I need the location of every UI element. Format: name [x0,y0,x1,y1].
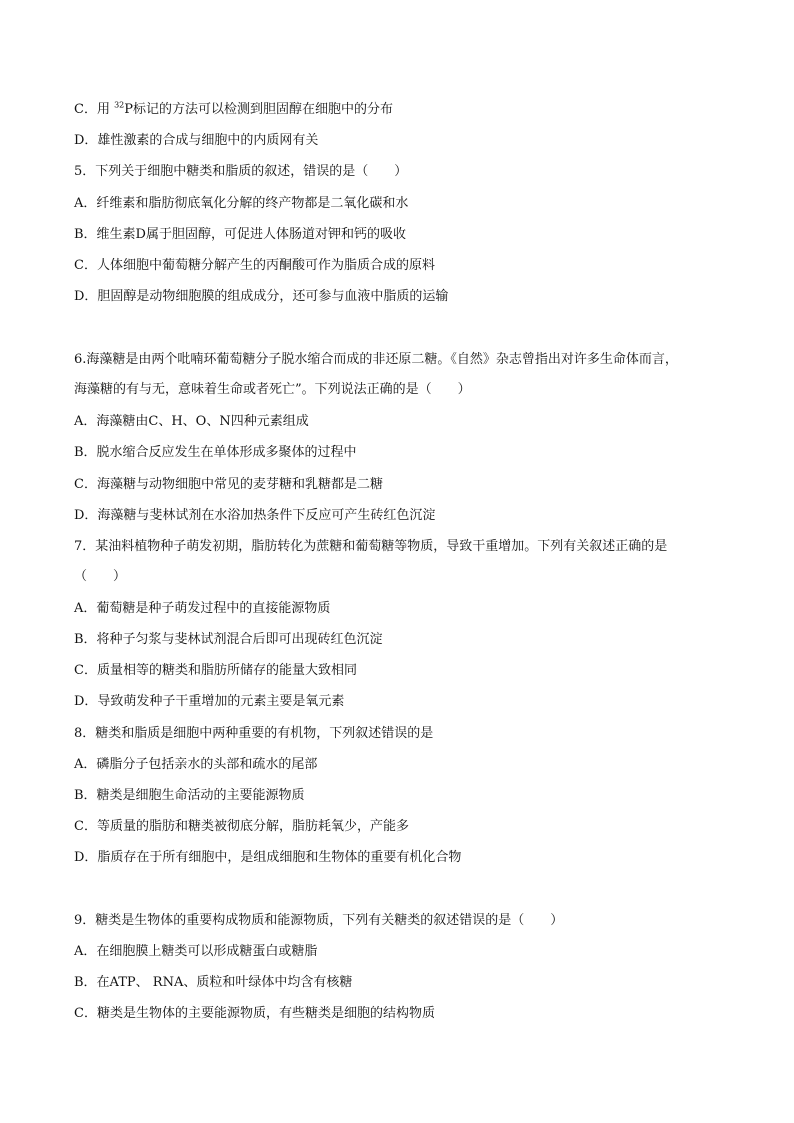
question-8: 8．糖类和脂质是细胞中两种重要的有机物，下列叙述错误的是 [74,726,434,741]
superscript-32: 32 [114,100,125,110]
question-6-option-d: D．海藻糖与斐林试剂在水浴加热条件下反应可产生砖红色沉淀 [74,508,436,523]
option-c-cholesterol [74,100,393,120]
question-6-line-2: 海藻糖的有与无，意味着生命或者死亡”。下列说法正确的是（ ） [74,382,471,397]
option-text: C．用 [74,102,110,117]
question-8-option-d: D．脂质存在于所有细胞中，是组成细胞和生物体的重要有机化合物 [74,850,462,865]
question-5-option-a: A．纤维素和脂肪彻底氧化分解的终产物都是二氧化碳和水 [74,196,409,211]
question-5-option-c: C．人体细胞中葡萄糖分解产生的丙酮酸可作为脂质合成的原料 [74,258,435,273]
question-6-option-b: B．脱水缩合反应发生在单体形成多聚体的过程中 [74,445,357,460]
question-9-option-a: A．在细胞膜上糖类可以形成糖蛋白或糖脂 [74,944,318,959]
option-d-hormone: D．雄性激素的合成与细胞中的内质网有关 [74,133,319,148]
question-8-option-b: B．糖类是细胞生命活动的主要能源物质 [74,788,305,803]
question-7-line-1: 7．某油料植物种子萌发初期，脂肪转化为蔗糖和葡萄糖等物质，导致干重增加。下列有关叙述正确的是 [74,539,668,554]
question-6-line-1: 6.海藻糖是由两个吡喃环葡萄糖分子脱水缩合而成的非还原二糖。《自然》杂志曾指出对许多生命体而言， [74,352,678,367]
question-5: 5．下列关于细胞中糖类和脂质的叙述，错误的是（ ） [74,164,408,179]
question-5-option-d: D．胆固醇是动物细胞膜的组成成分，还可参与血液中脂质的运输 [74,289,449,304]
question-7-option-b: B．将种子匀浆与斐林试剂混合后即可出现砖红色沉淀 [74,632,383,647]
question-7-option-d: D．导致萌发种子干重增加的元素主要是氧元素 [74,694,345,709]
question-6-option-c: C．海藻糖与动物细胞中常见的麦芽糖和乳糖都是二糖 [74,477,383,492]
question-5-option-b: B．维生素D属于胆固醇，可促进人体肠道对钾和钙的吸收 [74,227,406,242]
option-text-tail: P标记的方法可以检测到胆固醇在细胞中的分布 [124,102,394,117]
question-9-option-c: C．糖类是生物体的主要能源物质，有些糖类是细胞的结构物质 [74,1006,435,1021]
question-6-option-a: A．海藻糖由C、H、O、N四种元素组成 [74,414,309,429]
question-8-option-a: A．磷脂分子包括亲水的头部和疏水的尾部 [74,757,318,772]
question-9: 9．糖类是生物体的重要构成物质和能源物质，下列有关糖类的叙述错误的是（ ） [74,913,564,928]
question-7-line-2: （ ） [74,569,127,584]
question-7-option-a: A．葡萄糖是种子萌发过程中的直接能源物质 [74,601,331,616]
question-9-option-b: B．在ATP、 RNA、质粒和叶绿体中均含有核糖 [74,975,353,990]
question-7-option-c: C．质量相等的糖类和脂肪所储存的能量大致相同 [74,663,357,678]
question-8-option-c: C．等质量的脂肪和糖类被彻底分解，脂肪耗氧少，产能多 [74,819,409,834]
